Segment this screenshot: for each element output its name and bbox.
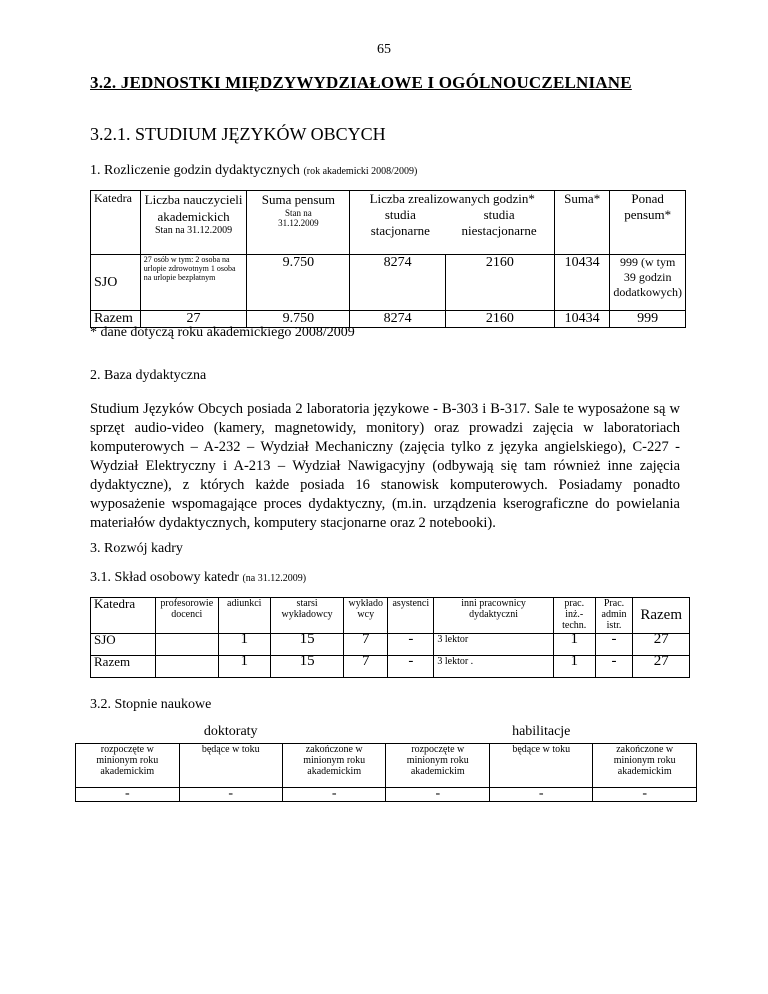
table-row: Razem 27 9.750 8274 2160 10434 999 — [91, 311, 686, 328]
table-footnote: * dane dotyczą roku akademickiego 2008/2009 — [90, 325, 355, 340]
col-starsi: starsi wykładowcy — [270, 598, 343, 634]
header-liczba: Liczba nauczycieli akademickich Stan na 31.12.2009 — [140, 191, 247, 255]
header-ponad: Ponad pensum* — [610, 191, 686, 255]
col-asystenci: asystenci — [388, 598, 434, 634]
section32-title: 3.2. Stopnie naukowe — [90, 697, 212, 712]
col-adiunkci: adiunkci — [218, 598, 270, 634]
section-heading: 3.2.1. STUDIUM JĘZYKÓW OBCYCH — [90, 124, 386, 144]
col-razem: Razem — [633, 598, 690, 634]
section31-title: 3.1. Skład osobowy katedr (na 31.12.2009) — [90, 570, 307, 585]
section1-title: 1. Rozliczenie godzin dydaktycznych (rok akademicki 2008/2009) — [90, 163, 418, 178]
table-row: - - - - - - — [76, 787, 697, 801]
col-inni: inni pracownicy dydaktyczni — [434, 598, 553, 634]
col-katedra: Katedra — [91, 598, 156, 634]
col-profesorowie: profesorowie docenci — [155, 598, 218, 634]
header-suma: Suma* — [554, 191, 609, 255]
section2-title: 2. Baza dydaktyczna — [90, 368, 207, 383]
header-suma-pensum: Suma pensum Stan na 31.12.2009 — [247, 191, 350, 255]
table-row: SJO 1 15 7 - 3 lektor 1 - 27 — [91, 634, 690, 656]
group-doktoraty: doktoraty — [76, 726, 386, 743]
page-number: 65 — [377, 42, 391, 57]
staff-table — [90, 597, 690, 678]
header-katedra: Katedra — [91, 191, 141, 255]
section3-title: 3. Rozwój kadry — [90, 541, 183, 556]
table-row: SJO 27 osób w tym: 2 osoba na urlopie zdrowotnym 1 osoba na urlopie bezpłatnym 9.750 8274 2160 10434 999 (w tym 39 godzin dodatkowych) — [91, 255, 686, 311]
teaching-hours-table — [90, 190, 686, 328]
col-prac-admin: Prac. admin istr. — [595, 598, 633, 634]
col-wykladowcy: wykłado wcy — [344, 598, 388, 634]
table-row: Razem 1 15 7 - 3 lektor . 1 - 27 — [91, 656, 690, 678]
degrees-table: doktoraty habilitacje rozpoczęte w minionym roku akademickim będące w toku zakończone w minionym roku akademickim rozpoczęte w minionym roku akademickim będące w toku zakończone w minionym roku akademickim - - - - - - — [75, 726, 697, 802]
group-habilitacje: habilitacje — [386, 726, 697, 743]
chapter-heading: 3.2. JEDNOSTKI MIĘDZYWYDZIAŁOWE I OGÓLNOUCZELNIANE — [90, 73, 632, 92]
header-zrealizowane: Liczba zrealizowanych godzin* studia stacjonarne studia niestacjonarne — [350, 191, 555, 255]
col-prac-inz: prac. inż.-techn. — [553, 598, 595, 634]
section2-paragraph: Studium Języków Obcych posiada 2 laboratoria językowe - B-303 i B-317. Sale te wyposażone są w sprzęt audio-video (kamery, magnetowidy, monitory) oraz prowadzi zajęcia w laboratoriach komputerowych – A-232 – Wydział Mechaniczny (zajęcia tylko z języka angielskiego), C-227 - Wydział Elektryczny i A-213 – Wydział Nawigacyjny (odbywają się tam również inne zajęcia dydaktyczne), z których każde posiada 16 stanowisk komputerowych. Posiadamy ponadto wyposażenie wspomagające proces dydaktyczny, (m.in. urządzenia kserograficzne do powielania materiałów dydaktycznych, komputery stacjonarne oraz 2 notebooki). — [90, 401, 680, 531]
